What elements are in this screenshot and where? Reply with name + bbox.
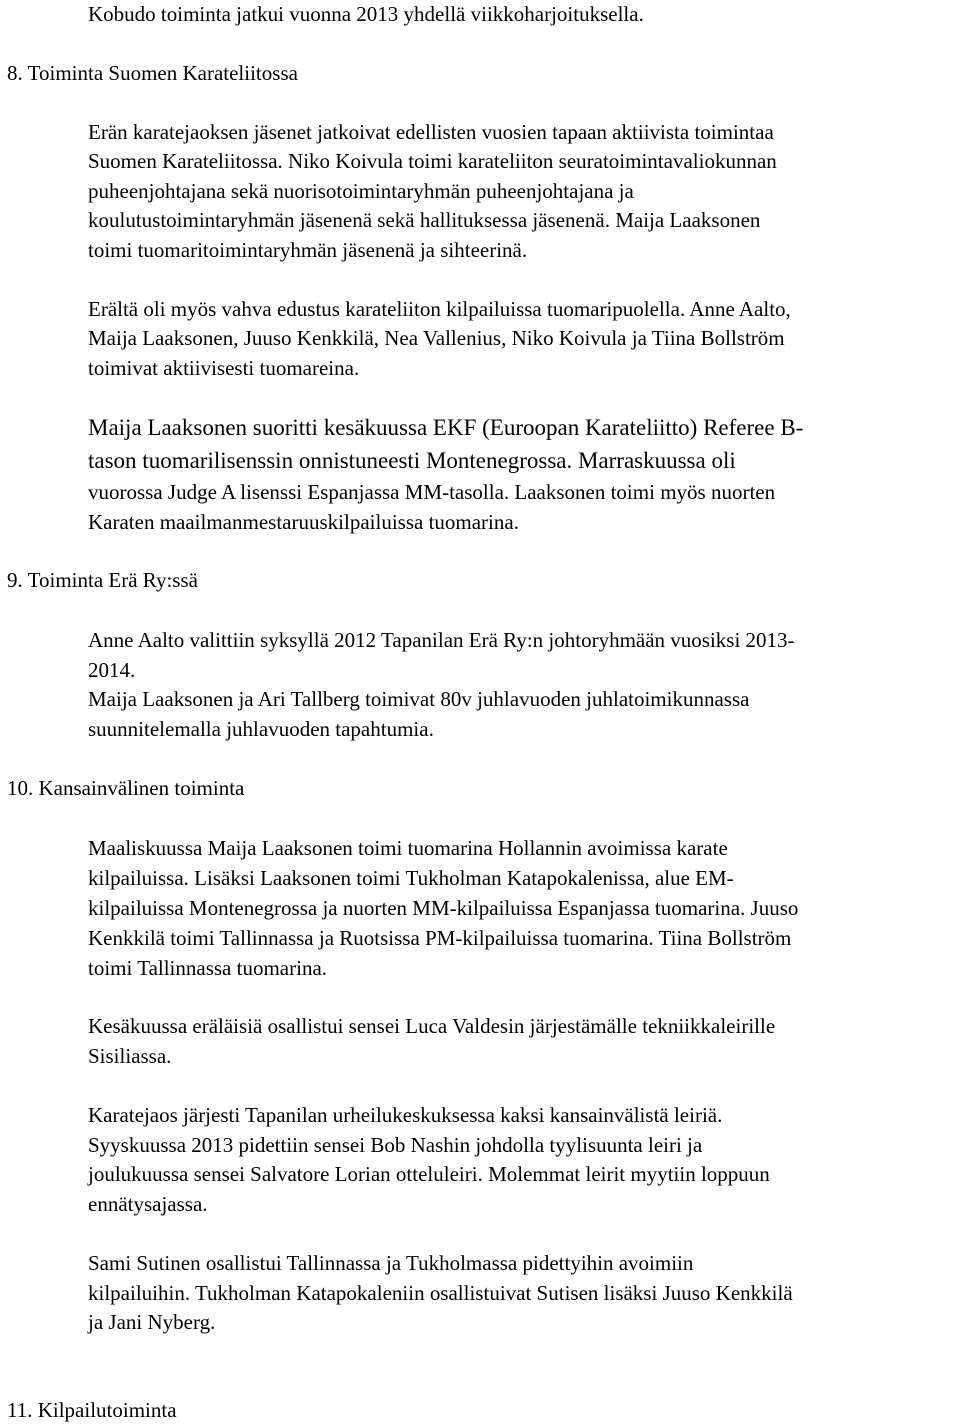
paragraph-line: Maaliskuussa Maija Laaksonen toimi tuomarina Hollannin avoimissa karate	[88, 836, 728, 860]
paragraph-line: kilpailuissa Montenegrossa ja nuorten MM-kilpailuissa Espanjassa tuomarina. Juuso	[88, 896, 799, 920]
paragraph-line: suunnitelemalla juhlavuoden tapahtumia.	[88, 717, 434, 741]
paragraph-line: Sami Sutinen osallistui Tallinnassa ja Tukholmassa pidettyihin avoimiin	[88, 1251, 694, 1275]
paragraph-line: toimi Tallinnassa tuomarina.	[88, 956, 328, 980]
section-11-heading: 11. Kilpailutoiminta	[7, 1398, 177, 1422]
paragraph-line: 2014.	[88, 658, 136, 682]
paragraph-line: Kesäkuussa eräläisiä osallistui sensei Luca Valdesin järjestämälle tekniikkaleirille	[88, 1014, 776, 1038]
paragraph-line: toimi tuomaritoimintaryhmän jäsenenä ja sihteerinä.	[88, 238, 528, 262]
paragraph-line: Kenkkilä toimi Tallinnassa ja Ruotsissa PM-kilpailuissa tuomarina. Tiina Bollström	[88, 926, 792, 950]
paragraph-line: ja Jani Nyberg.	[88, 1310, 216, 1334]
paragraph-line: Maija Laaksonen suoritti kesäkuussa EKF (Euroopan Karateliitto) Referee B-	[88, 415, 804, 440]
paragraph-line: Maija Laaksonen ja Ari Tallberg toimivat 80v juhlavuoden juhlatoimikunnassa	[88, 687, 750, 711]
paragraph-line: Erältä oli myös vahva edustus karateliiton kilpailuissa tuomaripuolella. Anne Aalto,	[88, 297, 791, 321]
paragraph-line: kilpailuissa. Lisäksi Laaksonen toimi Tukholman Katapokalenissa, alue EM-	[88, 866, 734, 890]
paragraph-line: Maija Laaksonen, Juuso Kenkkilä, Nea Vallenius, Niko Koivula ja Tiina Bollström	[88, 326, 785, 350]
paragraph-line: koulutustoimintaryhmän jäsenenä sekä hallituksessa jäsenenä. Maija Laaksonen	[88, 208, 761, 232]
paragraph-line: vuorossa Judge A lisenssi Espanjassa MM-tasolla. Laaksonen toimi myös nuorten	[88, 480, 776, 504]
paragraph-line: ennätysajassa.	[88, 1192, 208, 1216]
section-9-heading: 9. Toiminta Erä Ry:ssä	[7, 568, 198, 592]
paragraph-line: Anne Aalto valittiin syksyllä 2012 Tapanilan Erä Ry:n johtoryhmään vuosiksi 2013-	[88, 628, 795, 652]
paragraph-line: Karaten maailmanmestaruuskilpailuissa tuomarina.	[88, 510, 519, 534]
paragraph-line: Syyskuussa 2013 pidettiin sensei Bob Nashin johdolla tyylisuunta leiri ja	[88, 1133, 703, 1157]
paragraph-line: Sisiliassa.	[88, 1044, 172, 1068]
paragraph-line: tason tuomarilisenssin onnistuneesti Montenegrossa. Marraskuussa oli	[88, 448, 736, 473]
paragraph-line: puheenjohtajana sekä nuorisotoimintaryhmän puheenjohtajana ja	[88, 179, 634, 203]
paragraph-line: Karatejaos järjesti Tapanilan urheilukeskuksessa kaksi kansainvälistä leiriä.	[88, 1103, 723, 1127]
paragraph-line: Suomen Karateliitossa. Niko Koivula toimi karateliiton seuratoimintavaliokunnan	[88, 149, 777, 173]
section-8-heading: 8. Toiminta Suomen Karateliitossa	[7, 61, 298, 85]
paragraph-line: toimivat aktiivisesti tuomareina.	[88, 356, 360, 380]
paragraph-line: joulukuussa sensei Salvatore Lorian otteluleiri. Molemmat leirit myytiin loppuun	[88, 1162, 770, 1186]
paragraph-line: kilpailuihin. Tukholman Katapokaleniin osallistuivat Sutisen lisäksi Juuso Kenkkilä	[88, 1281, 793, 1305]
paragraph-line: Erän karatejaoksen jäsenet jatkoivat edellisten vuosien tapaan aktiivista toimintaa	[88, 120, 774, 144]
section-10-heading: 10. Kansainvälinen toiminta	[7, 776, 245, 800]
intro-line: Kobudo toiminta jatkui vuonna 2013 yhdellä viikkoharjoituksella.	[88, 2, 644, 26]
